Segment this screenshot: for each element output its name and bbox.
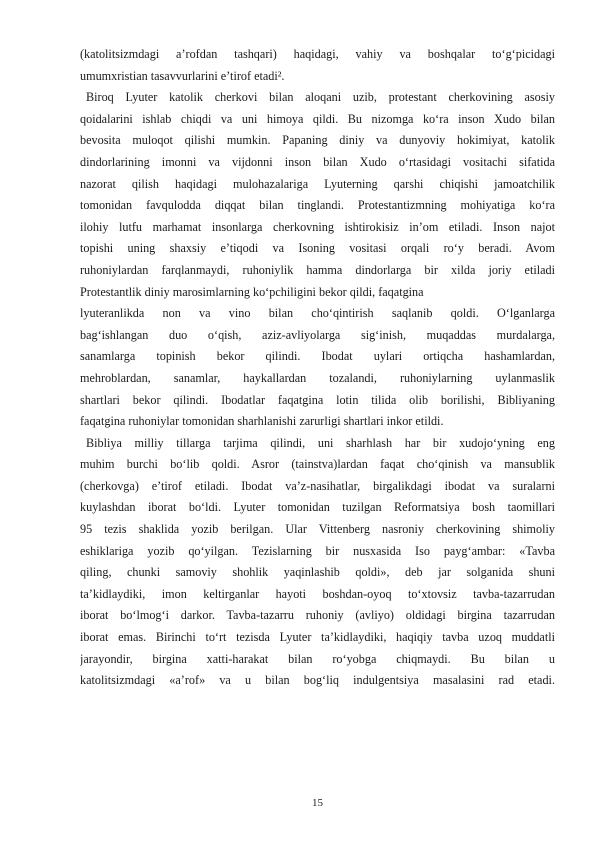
text-line: ruhoniylardan farqlanmaydi, ruhoniylik hamma dindorlarga bir xilda joriy etiladi [80,262,555,277]
text-line: jarayondir, birgina xatti-harakat bilan ro‘yobga chiqmaydi. Bu bilan u [80,651,555,666]
text-line: muhim burchi bo‘lib qoldi. Asror (tainstva)lardan faqat cho‘qinish va mansublik [80,457,555,472]
text-line: 95 tezis shaklida yozib berilgan. Ular Vittenberg nasroniy cherkovining shimoliy [80,522,555,537]
text-line: umumxristian tasavvurlarini e’tirof etadi². [80,68,285,83]
text-line: shartlari bekor qilindi. Ibodatlar faqatgina lotin tilida olib borilishi, Bibliyaning [80,392,555,407]
text-line: eshiklariga yozib qo‘yilgan. Tezislarning bir nusxasida Iso payg‘ambar: «Tavba [80,543,555,558]
text-line: (katolitsizmdagi a’rofdan tashqari) haqidagi, vahiy va boshqalar to‘g‘picidagi [80,47,555,61]
text-line: Protestantlik diniy marosimlarning ko‘pchiligini bekor qildi, faqatgina [80,284,424,299]
text-line: topishi uning shaxsiy e’tiqodi va Isoning vositasi orqali ro‘y beradi. Avom [80,241,555,256]
paragraph-first-line: Biroq Lyuter katolik cherkovi bilan aloqani uzib, protestant cherkovining asosiy [86,90,555,105]
text-line: mehroblardan, sanamlar, haykallardan tozalandi, ruhoniylarning uylanmaslik [80,370,555,385]
text-line: (cherkovga) e’tirof etiladi. Ibodat va’z-nasihatlar, birgalikdagi ibodat va suralarni [80,478,555,493]
text-line: tomonidan favqulodda diqqat bilan tinglandi. Protestantizmning mohiyatiga ko‘ra [80,198,555,213]
text-line: qoidalarini ishlab chiqdi va uni himoya qildi. Bu nizomga ko‘ra inson Xudo bilan [80,111,555,126]
text-line: iborat emas. Birinchi to‘rt tezisda Lyuter ta’kidlaydiki, haqiqiy tavba uzoq muddatli [80,630,555,645]
page-number: 15 [312,797,323,809]
text-line: dindorlarining imonni va vijdonni inson bilan Xudo o‘rtasidagi vositachi sifatida [80,154,555,169]
text-line: katolitsizmdagi «a’rof» va u bilan bog‘liq indulgentsiya masalasini rad etadi. [80,673,555,688]
document-body [80,44,555,692]
text-line: kuylashdan iborat bo‘ldi. Lyuter tomonidan tuzilgan Reformatsiya bosh taomillari [80,500,555,515]
text-line: lyuteranlikda non va vino bilan cho‘qintirish saqlanib qoldi. O‘lganlarga [80,306,555,321]
text-line: qiling, chunki samoviy shohlik yaqinlashib qoldi», deb jar solganida shuni [80,565,555,580]
text-line: sanamlarga topinish bekor qilindi. Ibodat uylari ortiqcha hashamlardan, [80,349,555,364]
text-line: iborat bo‘lmog‘i darkor. Tavba-tazarru ruhoniy (avliyo) oldidagi birgina tazarrudan [80,608,555,623]
text-line: ta’kidlaydiki, imon keltirganlar hayoti boshdan-oyoq to‘xtovsiz tavba-tazarrudan [80,586,555,601]
text-line: bag‘ishlangan duo o‘qish, aziz-avliyolarga sig‘inish, muqaddas murdalarga, [80,327,555,342]
text-line: nazorat qilish haqidagi mulohazalariga Lyuterning qarshi chiqishi jamoatchilik [80,176,555,191]
text-line: bevosita muloqot qilishi mumkin. Papaning diniy va dunyoviy hokimiyat, katolik [80,133,555,148]
text-line: faqatgina ruhoniylar tomonidan sharhlanishi zarurligi shartlari inkor etildi. [80,414,444,429]
text-line: ilohiy lutfu marhamat insonlarga cherkovning ishtirokisiz in’om etiladi. Inson najot [80,219,555,234]
paragraph-first-line: Bibliya milliy tillarga tarjima qilindi, uni sharhlash har bir xudojo‘yning eng [86,435,555,450]
